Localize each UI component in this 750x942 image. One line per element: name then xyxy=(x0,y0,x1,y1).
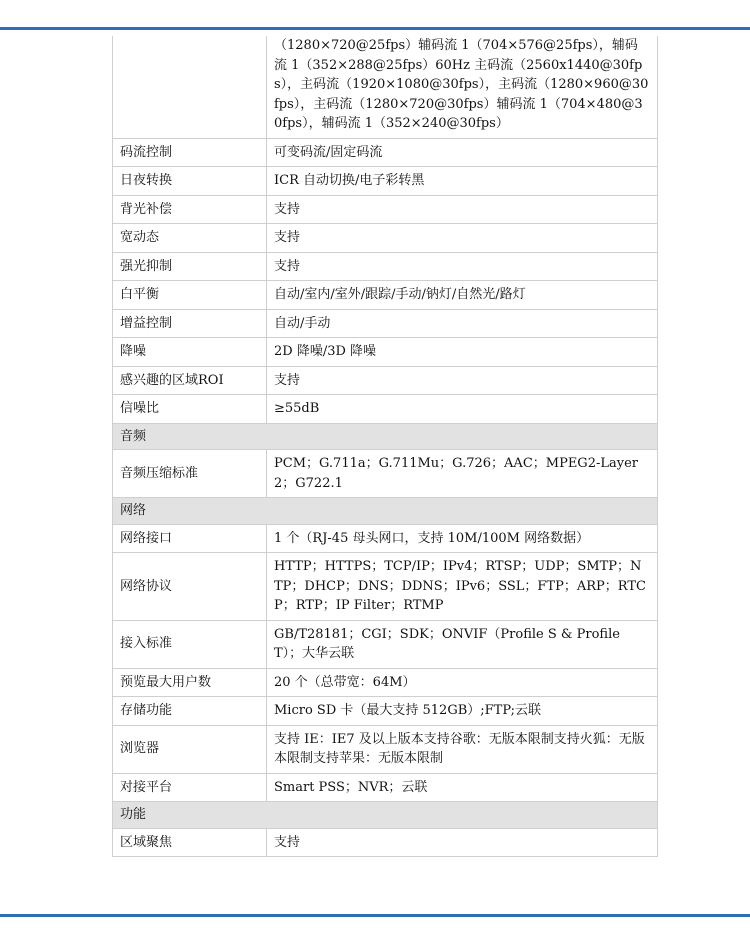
spec-name-cell: 网络协议 xyxy=(113,553,267,621)
spec-row xyxy=(113,338,658,367)
spec-name-cell: 白平衡 xyxy=(113,281,267,310)
spec-value-cell: 支持 xyxy=(267,224,658,253)
spec-name-cell: 降噪 xyxy=(113,338,267,367)
spec-name-cell: 宽动态 xyxy=(113,224,267,253)
spec-value-cell: 可变码流/固定码流 xyxy=(267,138,658,167)
spec-row xyxy=(113,668,658,697)
spec-name-cell: 增益控制 xyxy=(113,309,267,338)
spec-row xyxy=(113,450,658,498)
spec-name-cell: 网络接口 xyxy=(113,524,267,553)
spec-value-cell: ≥55dB xyxy=(267,395,658,424)
spec-row xyxy=(113,366,658,395)
spec-value-cell: 支持 xyxy=(267,828,658,857)
spec-row xyxy=(113,620,658,668)
spec-value-cell: 自动/手动 xyxy=(267,309,658,338)
spec-table-body xyxy=(113,36,658,857)
spec-name-cell: 对接平台 xyxy=(113,773,267,802)
spec-row xyxy=(113,309,658,338)
spec-row xyxy=(113,725,658,773)
spec-name-cell: 感兴趣的区域ROI xyxy=(113,366,267,395)
section-header-row xyxy=(113,498,658,525)
spec-value-cell: ICR 自动切换/电子彩转黑 xyxy=(267,167,658,196)
spec-row xyxy=(113,195,658,224)
spec-value-cell: 支持 xyxy=(267,195,658,224)
spec-value-cell: 支持 xyxy=(267,366,658,395)
section-title: 音频 xyxy=(113,423,658,450)
spec-name-cell: 强光抑制 xyxy=(113,252,267,281)
section-header-row xyxy=(113,802,658,829)
spec-row xyxy=(113,773,658,802)
spec-value-cell: 2D 降噪/3D 降噪 xyxy=(267,338,658,367)
spec-value-cell: 支持 xyxy=(267,252,658,281)
spec-name-cell xyxy=(113,36,267,138)
spec-row xyxy=(113,224,658,253)
spec-value-cell: 1 个（RJ-45 母头网口，支持 10M/100M 网络数据） xyxy=(267,524,658,553)
section-title: 网络 xyxy=(113,498,658,525)
spec-name-cell: 存储功能 xyxy=(113,697,267,726)
spec-row xyxy=(113,167,658,196)
spec-name-cell: 区域聚焦 xyxy=(113,828,267,857)
header-divider-line xyxy=(0,27,750,30)
spec-row xyxy=(113,697,658,726)
spec-row xyxy=(113,524,658,553)
spec-row xyxy=(113,281,658,310)
spec-name-cell: 码流控制 xyxy=(113,138,267,167)
spec-row xyxy=(113,36,658,138)
spec-table xyxy=(112,36,658,857)
spec-row xyxy=(113,553,658,621)
spec-name-cell: 信噪比 xyxy=(113,395,267,424)
spec-value-cell: Micro SD 卡（最大支持 512GB）;FTP;云联 xyxy=(267,697,658,726)
section-header-row xyxy=(113,423,658,450)
spec-row xyxy=(113,252,658,281)
section-title: 功能 xyxy=(113,802,658,829)
spec-name-cell: 背光补偿 xyxy=(113,195,267,224)
spec-name-cell: 预览最大用户数 xyxy=(113,668,267,697)
spec-row xyxy=(113,828,658,857)
spec-row xyxy=(113,138,658,167)
spec-value-cell: PCM；G.711a；G.711Mu；G.726；AAC；MPEG2-Layer2；G722.1 xyxy=(267,450,658,498)
spec-value-cell: Smart PSS；NVR；云联 xyxy=(267,773,658,802)
spec-name-cell: 浏览器 xyxy=(113,725,267,773)
spec-value-cell: GB/T28181；CGI；SDK；ONVIF（Profile S & Profile T）；大华云联 xyxy=(267,620,658,668)
footer-divider-line xyxy=(0,914,750,917)
spec-name-cell: 日夜转换 xyxy=(113,167,267,196)
spec-value-cell: （1280×720@25fps）辅码流 1（704×576@25fps），辅码流 1（352×288@25fps）60Hz 主码流（2560x1440@30fps），主码流（1920×1080@30fps），主码流（1280×960@30fps），主码流（1280×720@30fps）辅码流 1（704×480@30fps），辅码流 1（352×240@30fps） xyxy=(267,36,658,138)
spec-value-cell: 20 个（总带宽：64M） xyxy=(267,668,658,697)
spec-value-cell: HTTP；HTTPS；TCP/IP；IPv4；RTSP；UDP；SMTP；NTP；DHCP；DNS；DDNS；IPv6；SSL；FTP；ARP；RTCP；RTP；IP Filter；RTMP xyxy=(267,553,658,621)
spec-value-cell: 支持 IE：IE7 及以上版本支持谷歌：无版本限制支持火狐：无版本限制支持苹果：无版本限制 xyxy=(267,725,658,773)
spec-value-cell: 自动/室内/室外/跟踪/手动/钠灯/自然光/路灯 xyxy=(267,281,658,310)
spec-row xyxy=(113,395,658,424)
spec-name-cell: 音频压缩标准 xyxy=(113,450,267,498)
spec-name-cell: 接入标准 xyxy=(113,620,267,668)
